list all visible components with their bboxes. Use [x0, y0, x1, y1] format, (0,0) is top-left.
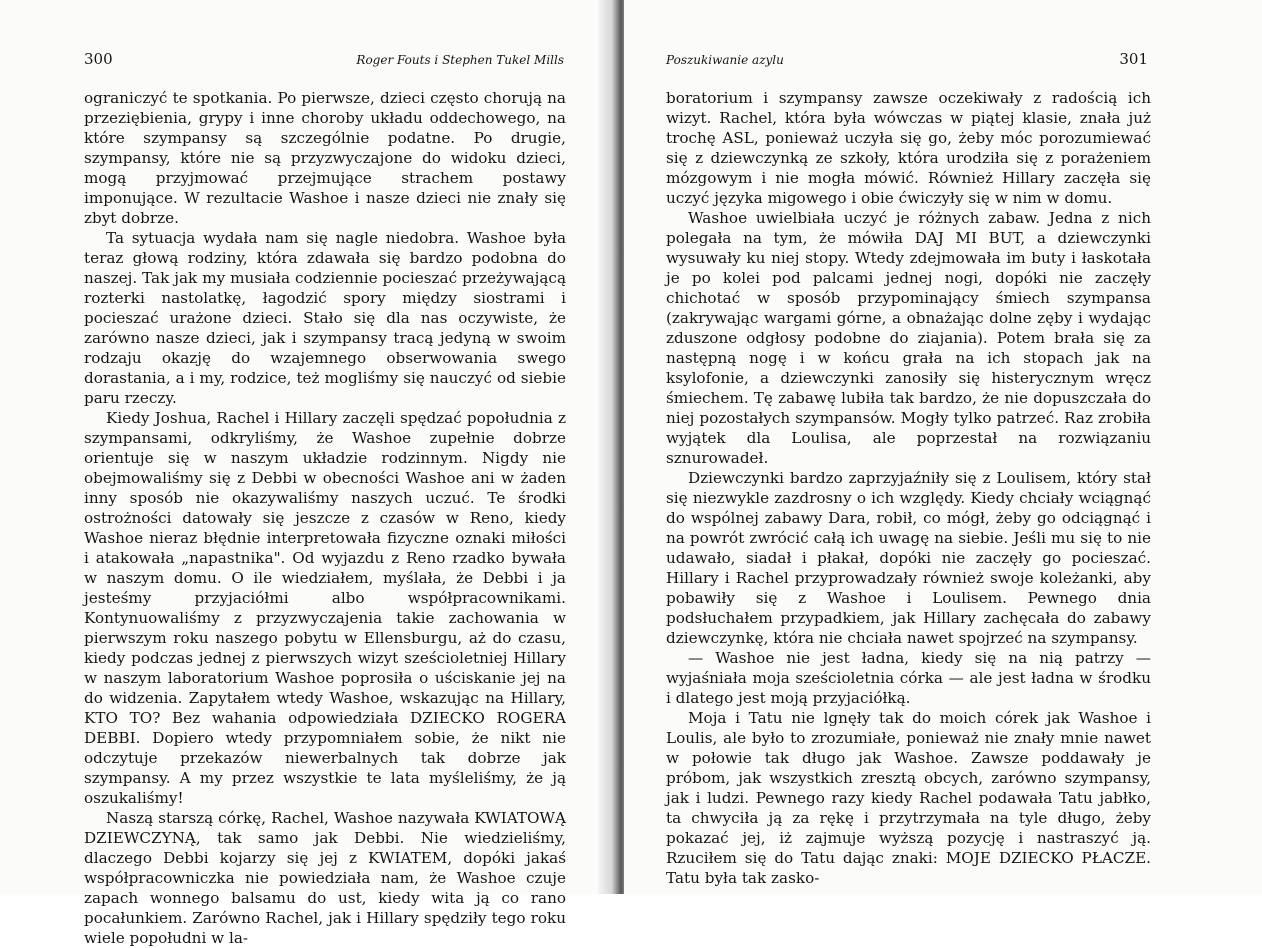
page-number: 301 [1119, 50, 1148, 68]
running-head: Roger Fouts i Stephen Tukel Mills [356, 53, 564, 67]
paragraph: Dziewczynki bardzo zaprzyjaźniły się z Loulisem, który stał się niezwykle zazdrosny o ich względy. Kiedy chciały wciągnąć do wspólnej zabawy Dara, robił, co mógł, żeby go odciągnąć i na powrót zwrócić całą ich uwagę na siebie. Jeśli mu się to nie udawało, siadał i płakał, dopóki nie zaczęły go pocieszać. Hillary i Rachel przyprowadzały również swoje koleżanki, aby pobawiły się z Washoe i Loulisem. Pewnego dnia podsłuchałem przypadkiem, jak Hillary zachęcała do zabawy dziewczynkę, która nie chciała nawet spojrzeć na szympansy. [666, 469, 1151, 647]
paragraph: Washoe uwielbiała uczyć je różnych zabaw. Jedna z nich polegała na tym, że mówiła DAJ MI BUT, a dziewczynki wysuwały ku niej stopy. Wtedy zdejmowała im buty i łaskotała je po kolei pod palcami jednej nogi, dopóki nie zaczęły chichotać w sposób przypominający śmiech szympansa (zakrywając wargami górne, a obnażając dolne zęby i wydając zduszone odgłosy podobne do ziajania). Potem brała się za następną nogę i w końcu grała na ich stopach jak na ksylofonie, a dziewczynki zanosiły się histerycznym wręcz śmiechem. Tę zabawę lubiła tak bardzo, że nie dopuszczała do niej pozostałych szympansów. Mogły tylko patrzeć. Raz zrobiła wyjątek dla Loulisa, ale poprzestał na rozwiązaniu sznurowadeł. [666, 209, 1151, 467]
right-page [624, 0, 1262, 894]
paragraph: Ta sytuacja wydała nam się nagle niedobra. Washoe była teraz głową rodziny, która zdawała się bardzo podobna do naszej. Tak jak my musiała codziennie pocieszać przeżywającą rozterki nastolatkę, łagodzić spory między siostrami i pocieszać urażone dzieci. Stało się dla nas oczywiste, że zarówno nasze dzieci, jak i szympansy tracą jedyną w swoim rodzaju okazję do wzajemnego obserwowania swego dorastania, a i my, rodzice, też mogliśmy się nauczyć od siebie paru rzeczy. [84, 229, 566, 407]
paragraph: ograniczyć te spotkania. Po pierwsze, dzieci często chorują na przeziębienia, grypy i inne choroby układu oddechowego, na które szympansy są szczególnie podatne. Po drugie, szympansy, które nie są przyzwyczajone do widoku dzieci, mogą przyjmować przejmujące strachem postawy imponujące. W rezultacie Washoe i nasze dzieci nie znały się zbyt dobrze. [84, 89, 566, 227]
left-page [0, 0, 600, 947]
paragraph: boratorium i szympansy zawsze oczekiwały z radością ich wizyt. Rachel, która była wówczas w piątej klasie, znała już trochę ASL, ponieważ uczyła się go, żeby móc porozumiewać się z dziewczynką ze szkoły, która urodziła się z porażeniem mózgowym i nie mogła mówić. Również Hillary zaczęła się uczyć języka migowego i obie ćwiczyły się w nim w domu. [666, 89, 1151, 207]
paragraph: Naszą starszą córkę, Rachel, Washoe nazywała KWIATOWĄ DZIEWCZYNĄ, tak samo jak Debbi. Nie wiedzieliśmy, dlaczego Debbi kojarzy się jej z KWIATEM, dopóki jakaś współpracowniczka nie powiedziała nam, że Washoe czuje zapach wonnego balsamu do ust, kiedy wita ją co rano pocałunkiem. Zarówno Rachel, jak i Hillary spędziły tego roku wiele popołudni w la- [84, 809, 566, 947]
page-number: 300 [84, 50, 113, 68]
paragraph: Moja i Tatu nie lgnęły tak do moich córek jak Washoe i Loulis, ale było to zrozumiałe, ponieważ nie znały mnie nawet w połowie tak długo jak Washoe. Zawsze poddawały je próbom, jak wszystkich zresztą obcych, zarówno szympansy, jak i ludzi. Pewnego razy kiedy Rachel podawała Tatu jabłko, ta chwyciła ją za rękę i przytrzymała na tyle długo, żeby pokazać jej, iż zajmuje wyższą pozycję i nastraszyć ją. Rzuciłem się do Tatu dając znaki: MOJE DZIECKO PŁACZE. Tatu była tak zasko- [666, 709, 1151, 887]
body-text [84, 88, 566, 948]
paragraph: Kiedy Joshua, Rachel i Hillary zaczęli spędzać popołudnia z szympansami, odkryliśmy, że Washoe zupełnie dobrze orientuje się w naszym układzie rodzinnym. Nigdy nie obejmowaliśmy się z Debbi w obecności Washoe ani w żaden inny sposób nie okazywaliśmy naszych uczuć. Te środki ostrożności datowały się jeszcze z czasów w Reno, kiedy Washoe nieraz błędnie interpretowała fizyczne oznaki miłości i atakowała „napastnika". Od wyjazdu z Reno rzadko bywała w naszym domu. O ile wiedziałem, myślała, że Debbi i ja jesteśmy przyjaciółmi albo współpracownikami. Kontynuowaliśmy z przyzwyczajenia takie zachowania w pierwszym roku naszego pobytu w Ellensburgu, aż do czasu, kiedy podczas jednej z pierwszych wizyt sześcioletniej Hillary w naszym laboratorium Washoe poprosiła o uściskanie jej na do widzenia. Zapytałem wtedy Washoe, wskazując na Hillary, KTO TO? Bez wahania odpowiedziała DZIECKO ROGERA DEBBI. Dopiero wtedy przypomniałem sobie, że nikt nie odczytuje przekazów niewerbalnych tak dobrze jak szympansy. A my przez wszystkie te lata myśleliśmy, że ją oszukaliśmy! [84, 409, 566, 807]
paragraph: — Washoe nie jest ładna, kiedy się na nią patrzy — wyjaśniała moja sześcioletnia córka — ale jest ładna w środku i dlatego jest moją przyjaciółką. [666, 649, 1151, 707]
running-head: Poszukiwanie azylu [666, 53, 784, 67]
body-text [666, 88, 1151, 888]
